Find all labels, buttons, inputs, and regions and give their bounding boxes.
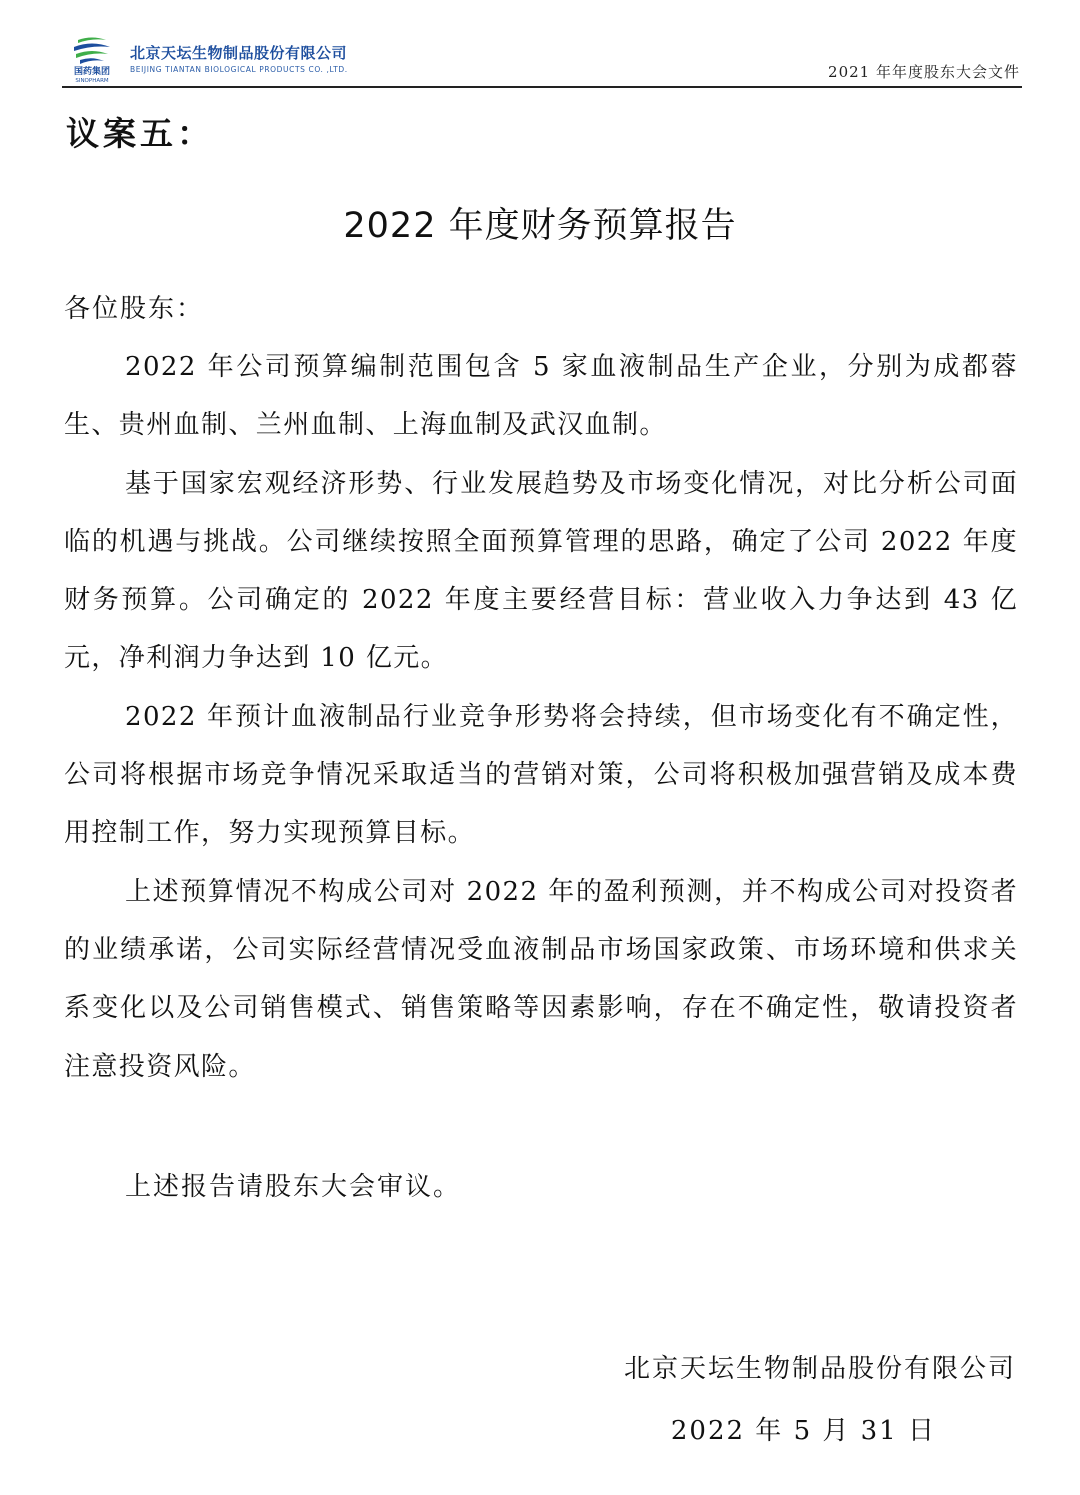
agenda-label: 议案五： (66, 114, 214, 153)
logo-group-cn: 国药集团 (73, 67, 111, 77)
report-body (64, 280, 1018, 1096)
paragraph-outlook: 2022 年预计血液制品行业竞争形势将会持续，但市场变化有不确定性，公司将根据市场竞争情况采取适当的营销对策，公司将积极加强营销及成本费用控制工作，努力实现预算目标。 (64, 701, 1018, 849)
header-company-english: BEIJING TIANTAN BIOLOGICAL PRODUCTS CO. ,LTD. (130, 65, 348, 74)
header-company-name: 北京天坛生物制品股份有限公司 (130, 44, 348, 62)
signature-date: 2022 年 5 月 31 日 (670, 1416, 936, 1446)
paragraph-scope: 2022 年公司预算编制范围包含 5 家血液制品生产企业，分别为成都蓉生、贵州血制、兰州血制、上海血制及武汉血制。 (64, 352, 1018, 441)
paragraph-disclaimer: 上述预算情况不构成公司对 2022 年的盈利预测，并不构成公司对投资者的业绩承诺，公司实际经营情况受血液制品市场国家政策、市场环境和供求关系变化以及公司销售模式、销售策略等因素影响，存在不确定性，敬请投资者注意投资风险。 (64, 876, 1018, 1082)
salutation: 各位股东： (64, 294, 205, 324)
header-document-label: 2021 年年度股东大会文件 (828, 63, 1020, 81)
logo-group-en: SINOPHARM (75, 78, 109, 84)
closing-statement: 上述报告请股东大会审议。 (125, 1172, 462, 1202)
sinopharm-logo-icon (66, 34, 118, 84)
page-title: 2022 年度财务预算报告 (343, 206, 737, 246)
signature-company: 北京天坛生物制品股份有限公司 (623, 1354, 1016, 1384)
paragraph-targets: 基于国家宏观经济形势、行业发展趋势及市场变化情况，对比分析公司面临的机遇与挑战。公司继续按照全面预算管理的思路，确定了公司 2022 年度财务预算。公司确定的 2022 年度主要经营目标：营业收入力争达到 43 亿元，净利润力争达到 10 亿元。 (64, 468, 1018, 674)
page-header (62, 30, 1022, 88)
